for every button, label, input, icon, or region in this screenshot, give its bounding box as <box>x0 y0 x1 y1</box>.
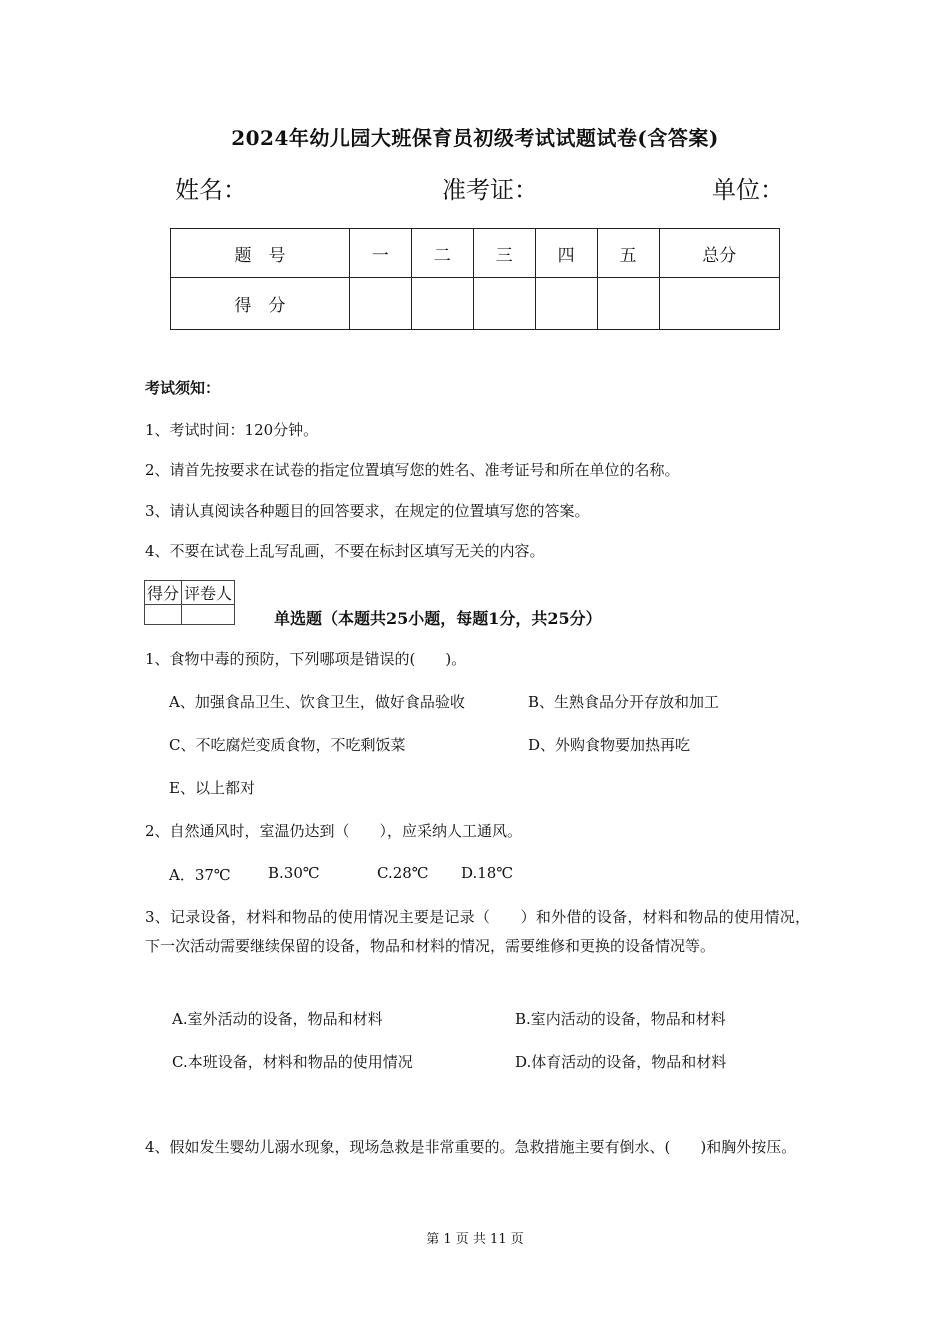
score-header-cell: 二 <box>411 229 473 278</box>
question-1-option-b[interactable]: B、生熟食品分开存放和加工 <box>528 693 720 711</box>
question-3-option-b[interactable]: B.室内活动的设备，物品和材料 <box>515 1010 726 1028</box>
question-2-option-d[interactable]: D.18℃ <box>461 864 514 882</box>
question-1-stem: 1、食物中毒的预防，下列哪项是错误的( )。 <box>145 650 467 668</box>
score-cell[interactable] <box>349 278 411 330</box>
question-1-option-d[interactable]: D、外购食物要加热再吃 <box>528 736 691 754</box>
score-table <box>170 228 780 330</box>
question-2-option-a[interactable]: A．37℃ <box>169 866 231 884</box>
score-header-cell: 五 <box>597 229 659 278</box>
score-cell[interactable] <box>597 278 659 330</box>
notice-item: 1、考试时间：120分钟。 <box>145 421 319 439</box>
question-3-option-a[interactable]: A.室外活动的设备，物品和材料 <box>172 1010 383 1028</box>
grader-score-label: 得分 <box>145 581 182 605</box>
grader-reviewer-label: 评卷人 <box>182 581 235 605</box>
page-title: 2024年幼儿园大班保育员初级考试试题试卷(含答案) <box>231 126 719 150</box>
section-heading: 单选题（本题共25小题，每题1分，共25分） <box>274 609 602 628</box>
notice-item: 2、请首先按要求在试卷的指定位置填写您的姓名、准考证号和所在单位的名称。 <box>145 461 680 479</box>
grader-reviewer-cell[interactable] <box>182 605 235 625</box>
question-3-option-c[interactable]: C.本班设备，材料和物品的使用情况 <box>172 1053 413 1071</box>
notice-item: 3、请认真阅读各种题目的回答要求，在规定的位置填写您的答案。 <box>145 502 590 520</box>
question-4-stem: 4、假如发生婴幼儿溺水现象，现场急救是非常重要的。急救措施主要有倒水、( )和胸外按压。 <box>145 1138 797 1156</box>
grader-score-cell[interactable] <box>145 605 182 625</box>
question-1-option-e[interactable]: E、以上都对 <box>169 779 255 797</box>
question-1-option-a[interactable]: A、加强食品卫生、饮食卫生，做好食品验收 <box>169 693 465 711</box>
question-2-option-b[interactable]: B.30℃ <box>268 864 320 882</box>
question-2-option-c[interactable]: C.28℃ <box>377 864 429 882</box>
score-header-row <box>171 229 780 278</box>
notice-heading: 考试须知： <box>145 379 221 397</box>
score-cell[interactable] <box>659 278 779 330</box>
score-header-cell: 总分 <box>659 229 779 278</box>
score-row-label: 得 分 <box>171 278 350 330</box>
score-cell[interactable] <box>535 278 597 330</box>
score-cell[interactable] <box>411 278 473 330</box>
score-header-cell: 三 <box>473 229 535 278</box>
page-footer: 第 1 页 共 11 页 <box>426 1232 524 1247</box>
question-3-stem: 3、记录设备，材料和物品的使用情况主要是记录（ ）和外借的设备，材料和物品的使用情况，下一次活动需要继续保留的设备，物品和材料的情况，需要维修和更换的设备情况等。 <box>145 908 810 955</box>
score-cell[interactable] <box>473 278 535 330</box>
unit-label: 单位： <box>712 176 784 204</box>
score-value-row <box>171 278 780 330</box>
question-1-option-c[interactable]: C、不吃腐烂变质食物，不吃剩饭菜 <box>169 736 406 754</box>
notice-item: 4、不要在试卷上乱写乱画，不要在标封区填写无关的内容。 <box>145 542 545 560</box>
question-2-stem: 2、自然通风时，室温仍达到（ ），应采纳人工通风。 <box>145 822 523 840</box>
score-header-cell: 四 <box>535 229 597 278</box>
grader-box <box>144 580 235 625</box>
score-header-cell: 题 号 <box>171 229 350 278</box>
score-header-cell: 一 <box>349 229 411 278</box>
question-3-option-d[interactable]: D.体育活动的设备，物品和材料 <box>515 1053 727 1071</box>
exam-id-label: 准考证： <box>442 176 538 204</box>
name-label: 姓名： <box>175 176 247 204</box>
